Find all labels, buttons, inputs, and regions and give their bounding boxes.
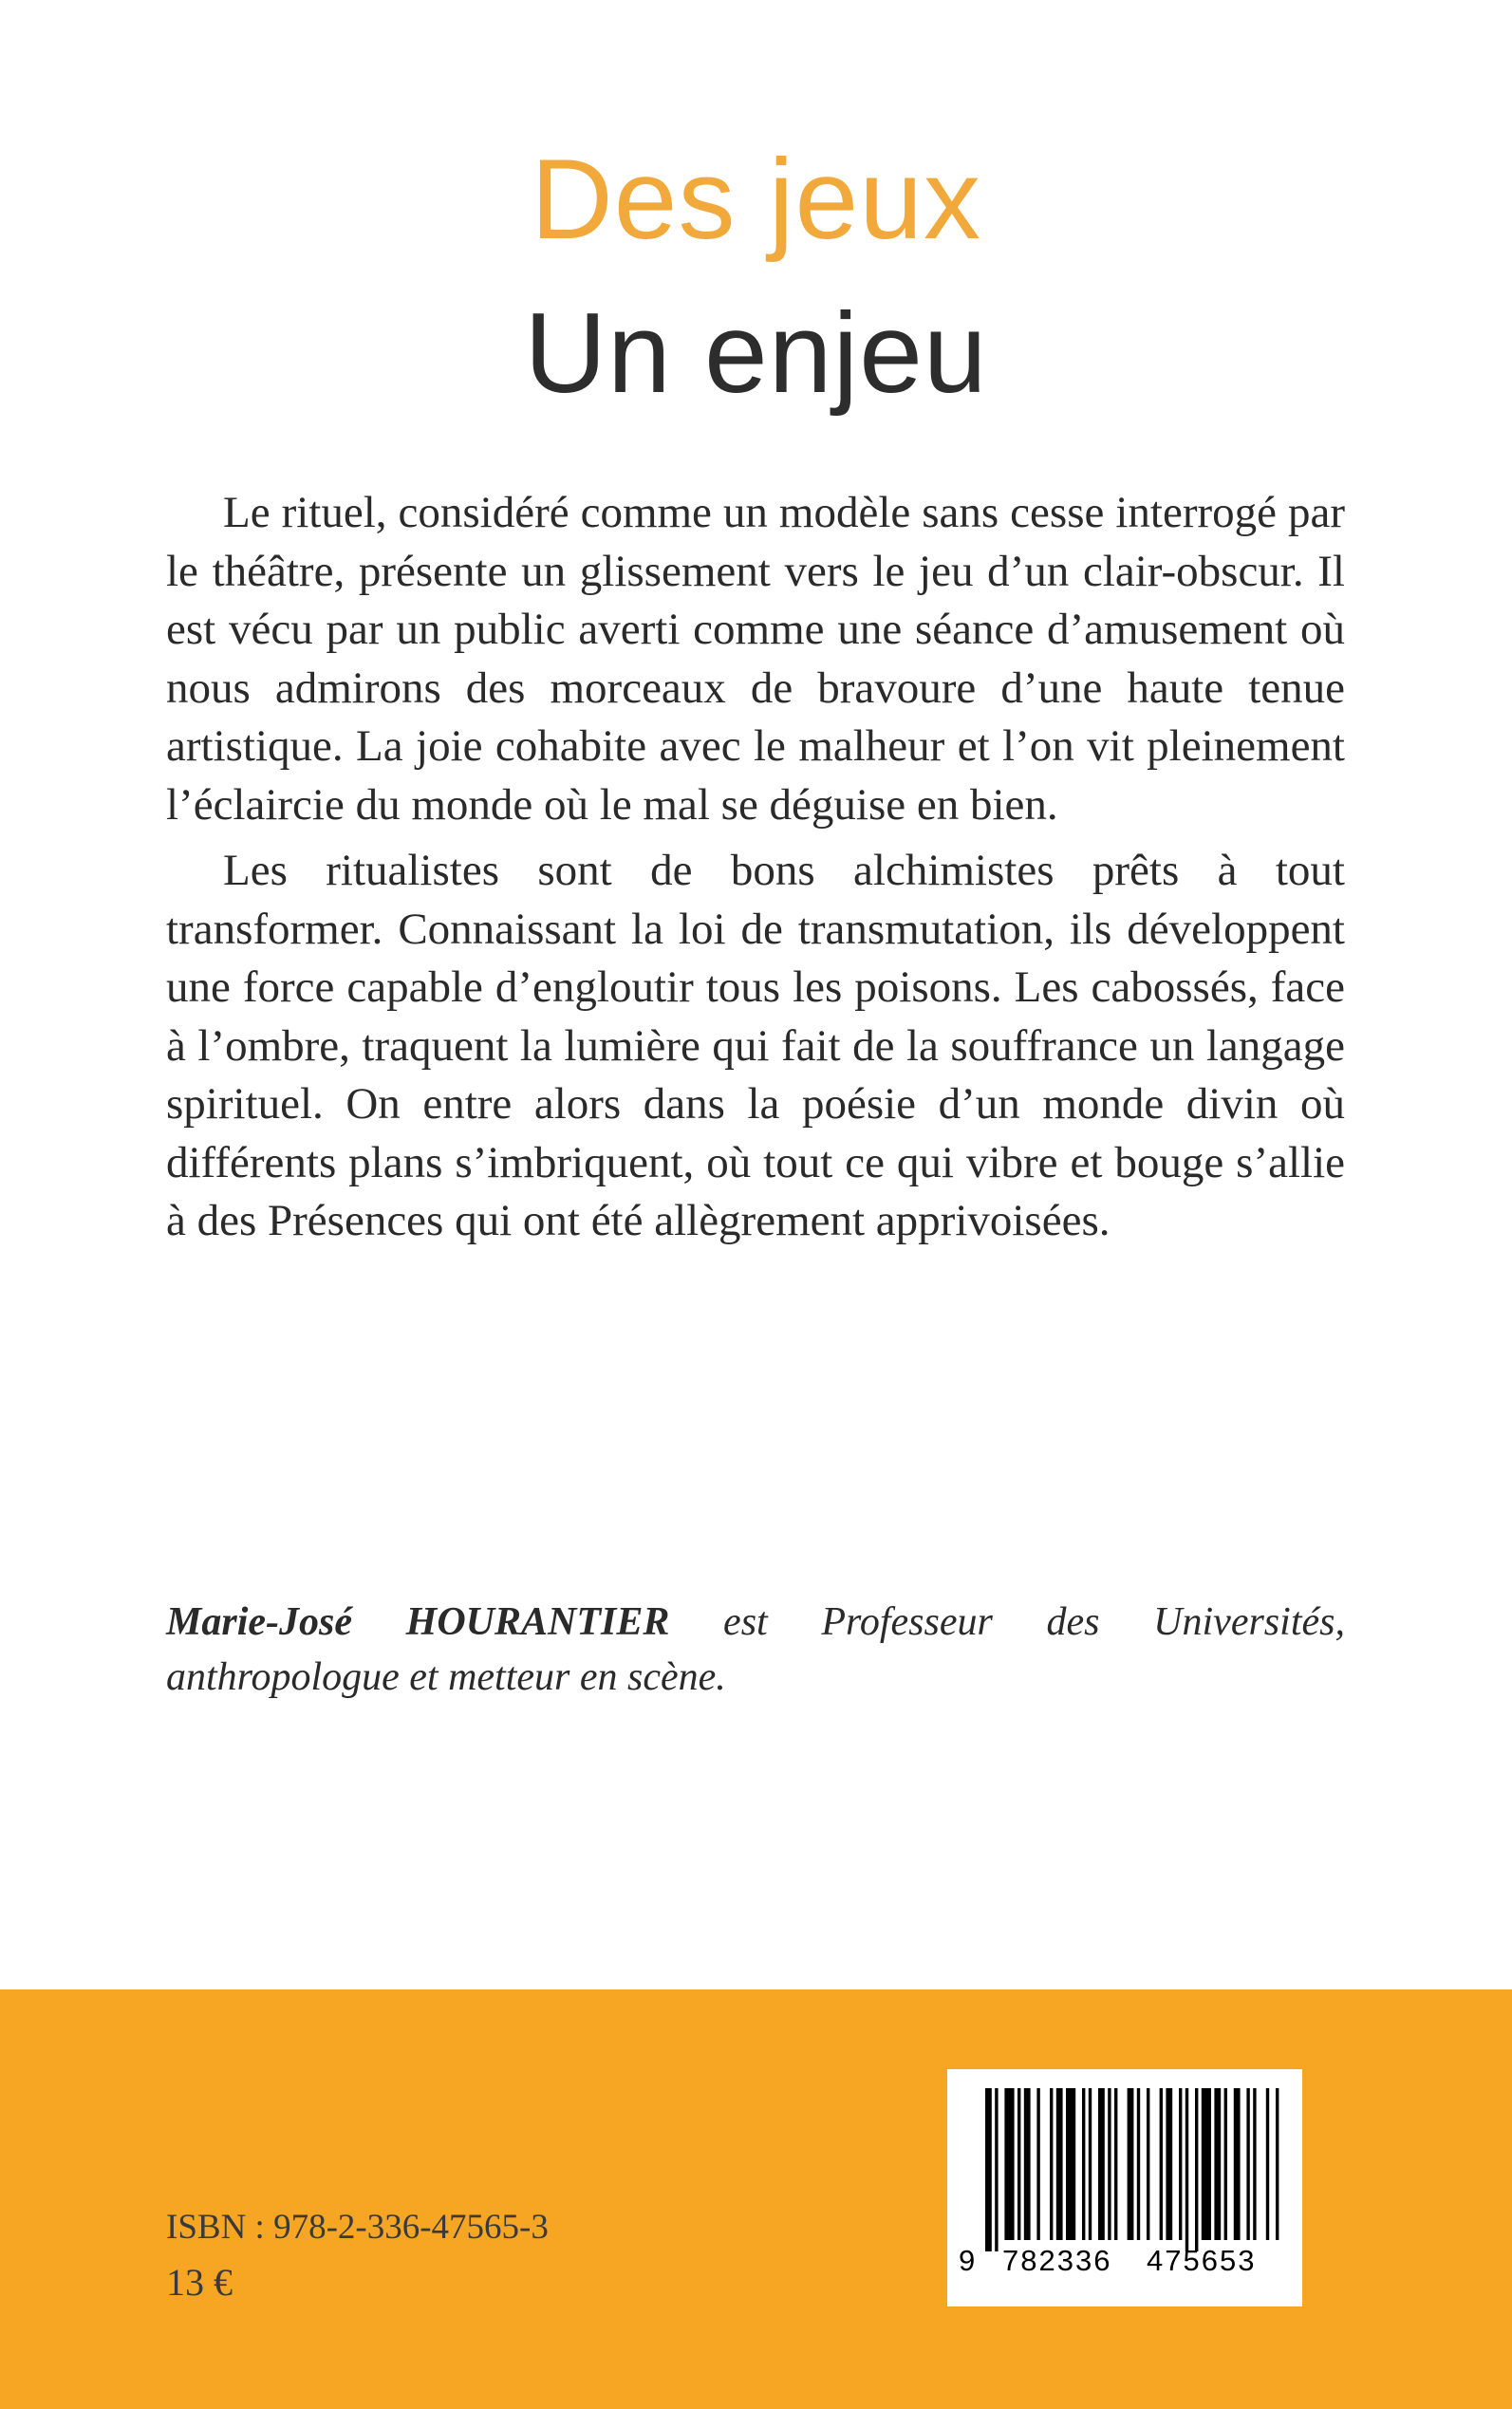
barcode-bar [1160,2088,1163,2240]
barcode-bar [1166,2088,1172,2240]
barcode-bar [1004,2088,1014,2240]
author-description: est Professeur des Universités, anthropologue et metteur en scène. [166,1600,1345,1699]
barcode-left-group: 782336 [1002,2244,1112,2277]
barcode-bar [1147,2088,1149,2240]
barcode-bar [1253,2088,1256,2240]
barcode-bar [1185,2088,1188,2251]
barcode-bar [1137,2088,1140,2240]
blurb-paragraph-1: Le rituel, considéré comme un modèle sans cesse interrogé par le théâtre, présente un glissement vers le jeu d’un clair-obscur. Il est vécu par un public averti comme une séance d’amusement où nous admirons des morceaux de bravoure d’une haute tenue artistique. La joie cohabite avec le malheur et l’on vit pleinement l’éclaircie du monde où le mal se déguise en bien. [166,488,1345,830]
barcode-bar [1246,2088,1249,2240]
blurb-paragraph-2: Les ritualistes sont de bons alchimistes prêts à tout transformer. Connaissant la loi de transmutation, ils développent une force capable d’engloutir tous les poisons. Les cabossés, face à l’ombre, traquent la lumière qui fait de la souffrance un langage spirituel. On entre alors dans la poésie d’un monde divin où différents plans s’imbriquent, où tout ce qui vibre et bouge s’allie à des Présences qui ont été allègrement apprivoisées. [166,846,1345,1245]
author-name: Marie-José HOURANTIER [166,1600,670,1644]
title-line-2: Un enjeu [524,289,988,417]
barcode-bar [995,2088,998,2251]
author-bio [166,1595,1345,1705]
barcode-bar [1017,2088,1020,2240]
barcode-right-group: 475653 [1147,2244,1257,2277]
barcode-bar [1276,2088,1279,2240]
back-cover-blurb [166,484,1345,1259]
barcode-bar [1098,2088,1105,2240]
barcode-bar [1089,2088,1092,2240]
barcode-bar [1128,2088,1134,2240]
price-text: 13 € [166,2261,233,2304]
barcode-bar [1202,2088,1211,2240]
barcode-bar [1108,2088,1111,2240]
barcode-bar [1234,2088,1241,2240]
barcode-bar [1195,2088,1198,2251]
barcode-bar [1036,2088,1039,2240]
barcode-bar [1024,2088,1031,2240]
barcode-bar [1224,2088,1227,2240]
isbn-text: ISBN : 978-2-336-47565-3 [166,2208,549,2247]
barcode-bar [1056,2088,1063,2240]
barcode-bar [1266,2088,1269,2240]
barcode-bar [1066,2088,1075,2240]
barcode-bar [1082,2088,1085,2240]
barcode-bar [1050,2088,1053,2240]
title-line-1: Des jeux [531,136,981,263]
barcode-bar [1214,2088,1221,2240]
book-title [0,133,1512,420]
barcode-bar [1114,2088,1117,2240]
barcode-bar [1179,2088,1182,2240]
barcode [947,2069,1302,2306]
barcode-first-digit: 9 [959,2244,978,2277]
barcode-bar [985,2088,992,2251]
